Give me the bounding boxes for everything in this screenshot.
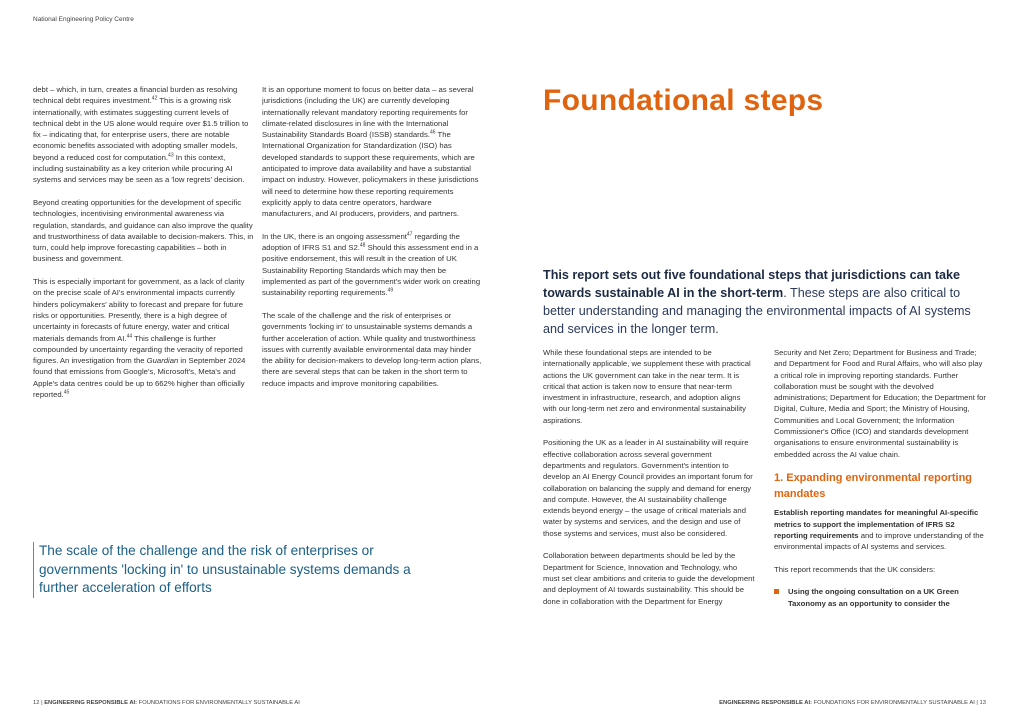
paragraph: Positioning the UK as a leader in AI sustainability will require effective collaboration across several government departments and regulators. Government's intention to develop an AI Energy Council provides an important forum for collaboration on balancing the supply and demand for energy and compute. However, the AI sustainability challenge extends beyond energy – the usage of critical materials and water by systems and services, and the design and use of those systems and services, must also be considered. xyxy=(543,438,753,538)
footnote-ref[interactable]: 49 xyxy=(387,287,394,294)
footer-left: 12 | ENGINEERING RESPONSIBLE AI: FOUNDATIONS FOR ENVIRONMENTALLY SUSTAINABLE AI xyxy=(33,700,300,706)
paragraph: Collaboration between departments should be led by the Department for Science, Innovation and Technology, who must set clear ambitions and criteria to guide the development and deployment of AI towards sustainability. This should be done in collaboration with the Department for Energy xyxy=(543,551,755,606)
pull-quote: The scale of the challenge and the risk of enterprises or governments 'locking in' to unsustainable systems demands a further acceleration of efforts xyxy=(33,542,439,598)
paragraph: The scale of the challenge and the risk of enterprises or governments 'locking in' to unsustainable systems demands a further acceleration of action. While quality and trustworthiness issues with currently available environmental data may hinder the ability for decision-makers to develop long-term action plans, there are several steps that can be taken in the short term to reduce impacts and improve monitoring capabilities. xyxy=(262,310,482,388)
footnote-ref[interactable]: 45 xyxy=(63,389,70,396)
left-column-1 xyxy=(33,84,255,412)
section-heading: 1. Expanding environmental reporting mandates xyxy=(774,472,973,500)
intro-paragraph: This report sets out five foundational steps that jurisdictions can take towards sustainable AI in the short-term. These steps are also critical to better understanding and managing the environmental impacts of AI systems and services in the longer term. xyxy=(543,268,971,336)
paragraph: Establish reporting mandates for meaningful AI-specific metrics to support the implementation of IFRS S2 reporting requirements and to improve understanding of the environmental impacts of AI systems and services. xyxy=(774,508,984,552)
page-number: 12 xyxy=(33,700,40,706)
right-column-1 xyxy=(543,347,755,618)
page-number: 13 xyxy=(979,700,986,706)
paragraph: Security and Net Zero; Department for Business and Trade; and Department for Food and Rural Affairs, who will also play a critical role in improving reporting standards. Further collaboration must be sought with the devolved administrations; Department for Education; the Department for Digital, Culture, Media and Sport; the Ministry of Housing, Communities and Local Government; the Information Commissioner's Office (ICO) and standards development organisations to ensure environmental sustainability is embedded across the AI value chain. xyxy=(774,348,986,459)
footnote-ref[interactable]: 47 xyxy=(406,231,413,238)
paragraph: In the UK, there is an ongoing assessment$^{47}$ regarding the adoption of IFRS S1 and S2.48 Should this assessment end in a positive endorsement, this will result in the creation of UK Sustainability Reporting Standards which may then be implemented as part of the government's wider work on creating sustainability reporting requirements.$^{49}$ xyxy=(262,231,481,298)
paragraph: debt – which, in turn, creates a financial burden as resolving technical debt requires investment.$^{42}$ This is a growing risk internationally, with estimates suggesting current levels of technical debt in the US alone would require over $1.5 trillion to fix – indicating that, for enterprise users, there are notable economic benefits associated with adopting smaller models, beyond a reduced cost for computation.$^{43}$ In this context, including sustainability as a key criterion while procuring AI systems and services may be seen as a 'low regrets' decision. xyxy=(33,85,249,185)
page-title: Foundational steps xyxy=(543,84,824,117)
recommendation-item: Using the ongoing consultation on a UK Green Taxonomy as an opportunity to consider the xyxy=(774,586,986,609)
header-organisation: National Engineering Policy Centre xyxy=(33,16,134,23)
footnote-ref[interactable]: 42 xyxy=(151,95,158,102)
paragraph: This is especially important for government, as a lack of clarity on the precise scale of AI's environmental impacts currently hinders policymakers' ability to forecast and prepare for future risks or opportunities. Presently, there is a high degree of uncertainty in forecasts of future energy, water and critical materials demands from AI.$^{44}$ This challenge is further compounded by uncertainty regarding the veracity of reported figures. An investigation from the Guardian in September 2024 found that emissions from Google's, Microsoft's, Meta's and Apple's data centres could be up to 662% higher than officially reported.$^{45}$ xyxy=(33,277,246,400)
paragraph: While these foundational steps are intended to be internationally applicable, we supplement these with practical actions the UK government can take in the near term. It is critical that action is taken now to ensure that near-term investment in infrastructure, research, and adoption aligns with our long-term net zero and environmental sustainability aspirations. xyxy=(543,348,751,425)
footnote-ref[interactable]: 43 xyxy=(168,152,174,159)
footnote-ref[interactable]: 44 xyxy=(126,332,133,339)
paragraph: It is an opportune moment to focus on better data – as several jurisdictions (including the UK) are currently developing internationally relevant mandatory reporting requirements for climate-related disclosures in line with the International Sustainability Standards Board (ISSB) standards.$^{46}$ The International Organization for Standardization (ISO) has developed standards to support these requirements, which are anticipated to improve data availability and have a substantial impact on industry. However, policymakers in these jurisdictions will need to determine how these reporting requirements explicitly apply to data centre operators, hardware manufacturers, and AI producers, providers, and partners. xyxy=(262,85,479,219)
footer-right: ENGINEERING RESPONSIBLE AI: FOUNDATIONS FOR ENVIRONMENTALLY SUSTAINABLE AI | 13 xyxy=(719,700,986,706)
right-column-2 xyxy=(774,347,986,620)
footnote-ref[interactable]: 48 xyxy=(359,242,366,249)
square-bullet-icon xyxy=(774,589,779,594)
paragraph: Beyond creating opportunities for the development of specific technologies, incentivising environmental awareness via regulation, standards, and guidance can also improve the quality and trustworthiness of data available to decision-makers. This, in turn, could help improve forecasting capabilities – both in business and government. xyxy=(33,197,254,264)
left-column-2 xyxy=(262,84,484,400)
paragraph: This report recommends that the UK considers: xyxy=(774,564,936,574)
footnote-ref[interactable]: 46 xyxy=(429,129,436,136)
